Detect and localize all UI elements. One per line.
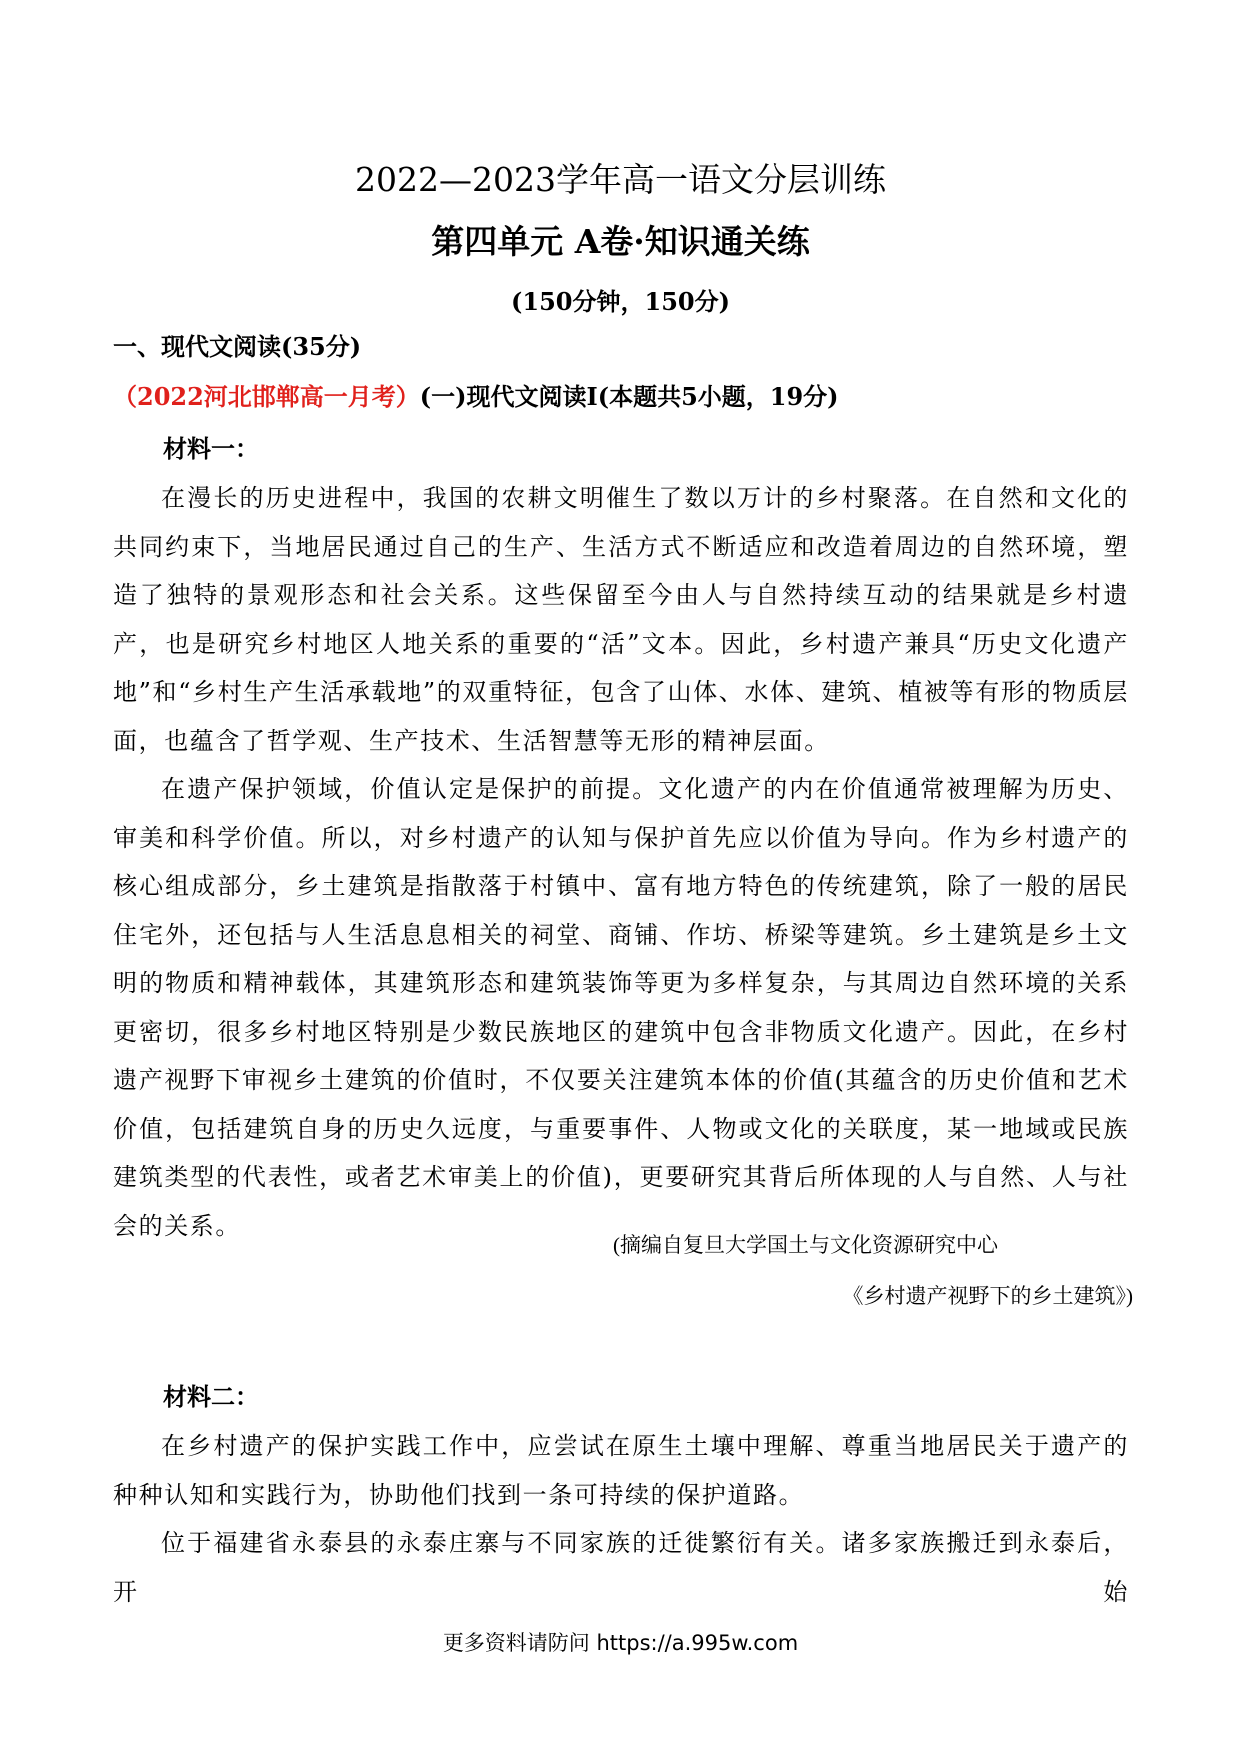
footer-link[interactable]: 更多资料请防问 https://a.995w.com (442, 1631, 799, 1655)
material-one-paragraph-2: 在遗产保护领域，价值认定是保护的前提。文化遗产的内在价值通常被理解为历史、审美和科学价值。所以，对乡村遗产的认知与保护首先应以价值为导向。作为乡村遗产的核心组成部分，乡土建筑是指散落于村镇中、富有地方特色的传统建筑，除了一般的居民住宅外，还包括与人生活息息相关的祠堂、商铺、作坊、桥梁等建筑。乡土建筑是乡土文明的物质和精神载体，其建筑形态和建筑装饰等更为多样复杂，与其周边自然环境的关系更密切，很多乡村地区特别是少数民族地区的建筑中包含非物质文化遗产。因此，在乡村遗产视野下审视乡土建筑的价值时，不仅要关注建筑本体的价值(其蕴含的历史价值和艺术价值，包括建筑自身的历史久远度，与重要事件、人物或文化的关联度，某一地域或民族建筑类型的代表性，或者艺术审美上的价值)，更要研究其背后所体现的人与自然、人与社会的关系。 (113, 775, 1129, 1240)
subsection-heading (113, 380, 839, 414)
material-two-label: 材料二： (163, 1382, 259, 1411)
material-one-label: 材料一： (163, 434, 259, 463)
source-tag: （2022河北邯郸高一月考） (113, 382, 420, 411)
material-one-paragraph-1: 在漫长的历史进程中，我国的农耕文明催生了数以万计的乡村聚落。在自然和文化的共同约束下，当地居民通过自己的生产、生活方式不断适应和改造着周边的自然环境，塑造了独特的景观形态和社会关系。这些保留至今由人与自然持续互动的结果就是乡村遗产，也是研究乡村地区人地关系的重要的“活”文本。因此，乡村遗产兼具“历史文化遗产地”和“乡村生产生活承载地”的双重特征，包含了山体、水体、建筑、植被等有形的物质层面，也蕴含了哲学观、生产技术、生活智慧等无形的精神层面。 (113, 484, 1129, 755)
unit-subtitle: 第四单元 A卷·知识通关练 (431, 222, 810, 261)
material-two-paragraph-1: 在乡村遗产的保护实践工作中，应尝试在原生土壤中理解、尊重当地居民关于遗产的种种认知和实践行为，协助他们找到一条可持续的保护道路。 (113, 1432, 1129, 1509)
section-heading: 一、现代文阅读(35分) (113, 332, 362, 361)
citation-line-2: 《乡村遗产视野下的乡土建筑》) (842, 1284, 1133, 1308)
citation-line-1: (摘编自复旦大学国土与文化资源研究中心 (613, 1233, 998, 1257)
material-two-paragraph-2: 位于福建省永泰县的永泰庄寨与不同家族的迁徙繁衍有关。诸多家族搬迁到永泰后，开始 (113, 1529, 1129, 1606)
exam-duration: (150分钟，150分) (511, 287, 730, 316)
subsection-title: (一)现代文阅读Ⅰ(本题共5小题，19分) (419, 382, 839, 411)
page-title: 2022—2023学年高一语文分层训练 (355, 160, 886, 199)
